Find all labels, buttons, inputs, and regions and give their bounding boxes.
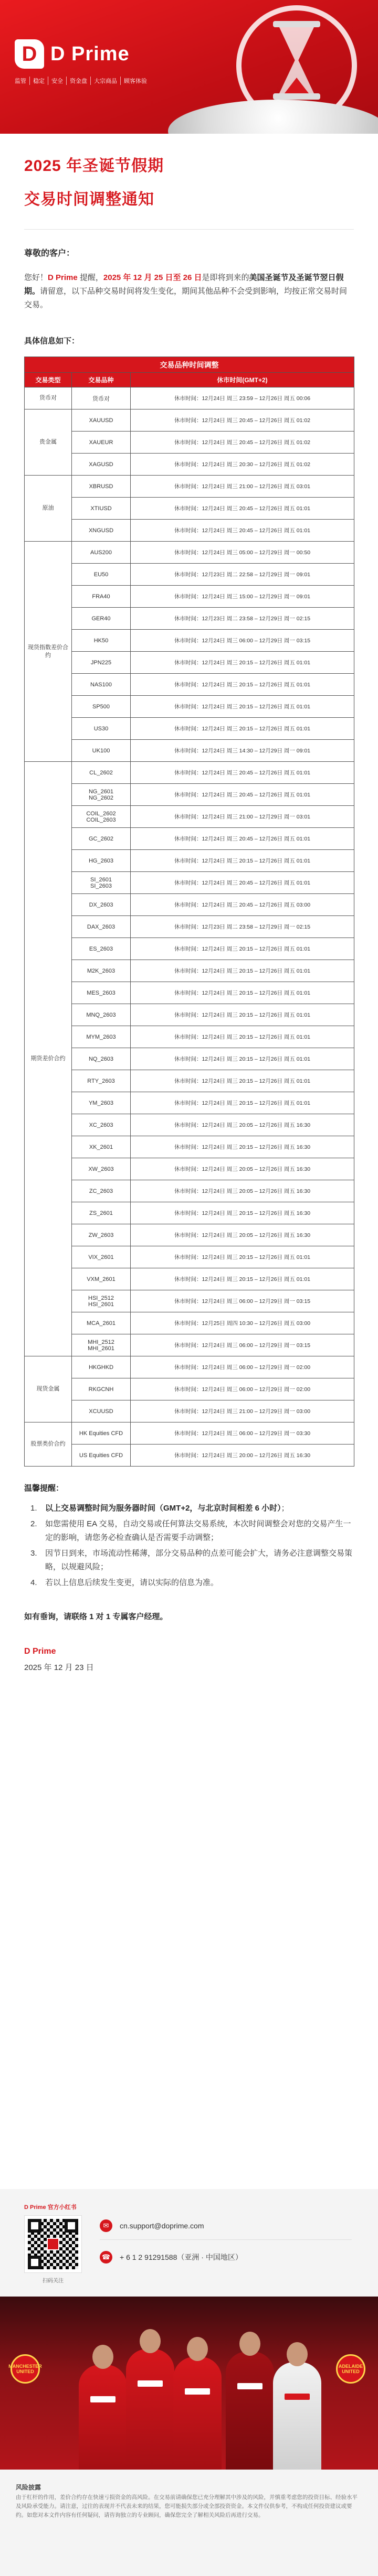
table-row [25, 454, 354, 476]
symbol-cell: HG_2603 [72, 850, 131, 872]
contact-note: 如有垂询，请联络 1 对 1 专属客户经理。 [24, 1612, 168, 1621]
symbol-cell: XTIUSD [72, 498, 131, 520]
hero-tag: 大宗商品 [91, 77, 121, 85]
table-row [25, 498, 354, 520]
table-row [25, 1422, 354, 1445]
note-text: 因节日到来，市场流动性稀薄，部分交易品种的点差可能会扩大，请务必注意调整交易策略，以规避风险； [45, 1549, 353, 1571]
time-cell: 休市时间：12月24日 周三 20:15 – 12月26日 周五 01:01 [131, 696, 354, 718]
time-cell: 休市时间：12月24日 周三 21:00 – 12月29日 周一 03:00 [131, 1400, 354, 1422]
table-row [25, 409, 354, 432]
title-line-1: 2025 年圣诞节假期 [24, 157, 164, 175]
symbol-cell: SI_2601 SI_2603 [72, 872, 131, 894]
time-cell: 休市时间：12月23日 周二 23:58 – 12月29日 周一 02:15 [131, 608, 354, 630]
table-row [25, 784, 354, 806]
symbol-cell: XAUUSD [72, 409, 131, 432]
symbol-cell: M2K_2603 [72, 960, 131, 982]
time-cell: 休市时间：12月24日 周三 06:00 – 12月29日 周一 03:15 [131, 1290, 354, 1312]
symbol-cell: MHI_2512 MHI_2601 [72, 1334, 131, 1356]
col-header-time: 休市时间(GMT+2) [131, 373, 354, 387]
category-cell: 货币对 [25, 387, 72, 409]
symbol-cell: JPN225 [72, 652, 131, 674]
time-cell: 休市时间：12月25日 周四 10:30 – 12月26日 周五 03:00 [131, 1312, 354, 1334]
symbol-cell: NQ_2603 [72, 1048, 131, 1070]
category-cell: 贵金属 [25, 409, 72, 476]
time-cell: 休市时间：12月24日 周三 20:15 – 12月26日 周五 01:01 [131, 652, 354, 674]
symbol-cell: XAGUSD [72, 454, 131, 476]
time-cell: 休市时间：12月24日 周三 20:15 – 12月26日 周五 01:01 [131, 982, 354, 1004]
symbol-cell: ZS_2601 [72, 1202, 131, 1224]
time-cell: 休市时间：12月23日 周二 22:58 – 12月29日 周一 09:01 [131, 564, 354, 586]
symbol-cell: FRA40 [72, 586, 131, 608]
email-row[interactable] [100, 2219, 204, 2232]
email-text[interactable]: cn.support@doprime.com [120, 2222, 204, 2230]
signature-date: 2025 年 12 月 23 日 [24, 1663, 94, 1672]
note-item [24, 1576, 354, 1590]
time-cell: 休市时间：12月24日 周三 20:45 – 12月26日 周五 01:01 [131, 872, 354, 894]
hero-banner [0, 0, 378, 134]
table-row [25, 696, 354, 718]
time-cell: 休市时间：12月24日 周三 20:45 – 12月26日 周五 01:01 [131, 828, 354, 850]
note-item [24, 1517, 354, 1545]
table-row [25, 1290, 354, 1312]
time-cell: 休市时间：12月24日 周三 20:45 – 12月26日 周五 01:01 [131, 498, 354, 520]
table-row [25, 1378, 354, 1400]
category-cell: 期货差价合约 [25, 762, 72, 1356]
time-cell: 休市时间：12月24日 周三 23:59 – 12月26日 周五 00:06 [131, 387, 354, 409]
category-cell: 股票类价合约 [25, 1422, 72, 1467]
symbol-cell: HK50 [72, 630, 131, 652]
table-row [25, 476, 354, 498]
time-cell: 休市时间：12月24日 周三 14:30 – 12月29日 周一 09:01 [131, 740, 354, 762]
time-cell: 休市时间：12月24日 周三 20:15 – 12月26日 周五 01:01 [131, 674, 354, 696]
table-row [25, 894, 354, 916]
logo-mark: D [15, 39, 44, 69]
category-cell: 现货金属 [25, 1356, 72, 1422]
symbol-cell: US Equities CFD [72, 1445, 131, 1467]
time-cell: 休市时间：12月24日 周三 20:30 – 12月26日 周五 01:02 [131, 454, 354, 476]
time-cell: 休市时间：12月24日 周三 06:00 – 12月29日 周一 03:15 [131, 1334, 354, 1356]
table-row [25, 1158, 354, 1180]
table-row [25, 938, 354, 960]
note-text: 若以上信息后续发生变更，请以实际的信息为准。 [45, 1578, 219, 1587]
time-cell: 休市时间：12月24日 周三 20:45 – 12月26日 周五 01:01 [131, 784, 354, 806]
table-header-row [25, 373, 354, 387]
hero-pedestal [168, 100, 378, 134]
symbol-cell: NG_2601 NG_2602 [72, 784, 131, 806]
symbol-cell: XK_2601 [72, 1136, 131, 1158]
col-header-symbol: 交易品种 [72, 373, 131, 387]
table-row [25, 1312, 354, 1334]
player-figure [173, 2357, 222, 2470]
table-row [25, 520, 354, 542]
symbol-cell: XNGUSD [72, 520, 131, 542]
table-row [25, 1400, 354, 1422]
symbol-cell: HKGHKD [72, 1356, 131, 1378]
symbol-cell: COIL_2602 COIL_2603 [72, 806, 131, 828]
symbol-cell: NAS100 [72, 674, 131, 696]
symbol-cell: RKGCNH [72, 1378, 131, 1400]
time-cell: 休市时间：12月24日 周三 20:15 – 12月26日 周五 01:01 [131, 1268, 354, 1290]
time-cell: 休市时间：12月24日 周三 20:15 – 12月26日 周五 01:01 [131, 1246, 354, 1268]
time-cell: 休市时间：12月24日 周三 21:00 – 12月26日 周五 03:01 [131, 476, 354, 498]
table-row [25, 1092, 354, 1114]
table-row [25, 1445, 354, 1467]
time-cell: 休市时间：12月24日 周三 06:00 – 12月29日 周一 03:15 [131, 630, 354, 652]
symbol-cell: UK100 [72, 740, 131, 762]
player-figure [226, 2352, 274, 2470]
notes-heading: 温馨提醒： [24, 1484, 64, 1493]
hero-tag: 顾客体验 [124, 78, 147, 84]
table-row [25, 1202, 354, 1224]
table-row [25, 1356, 354, 1378]
time-cell: 休市时间：12月24日 周三 20:05 – 12月26日 周五 16:30 [131, 1180, 354, 1202]
notice-title [0, 134, 378, 211]
symbol-cell: RTY_2603 [72, 1070, 131, 1092]
symbol-cell: ZW_2603 [72, 1224, 131, 1246]
time-cell: 休市时间：12月24日 周三 20:15 – 12月26日 周五 01:01 [131, 1070, 354, 1092]
note-number: 4. [30, 1578, 37, 1587]
table-row [25, 828, 354, 850]
table-row [25, 432, 354, 454]
qr-label: 扫码关注 [43, 2278, 64, 2284]
symbol-cell: EU50 [72, 564, 131, 586]
symbol-cell: DX_2603 [72, 894, 131, 916]
qr-title: D Prime 官方小红书 [24, 2204, 77, 2211]
time-cell: 休市时间：12月24日 周三 20:45 – 12月26日 周五 01:01 [131, 762, 354, 784]
symbol-cell: DAX_2603 [72, 916, 131, 938]
table-row [25, 1004, 354, 1026]
time-cell: 休市时间：12月24日 周三 06:00 – 12月29日 周一 02:00 [131, 1378, 354, 1400]
qr-code[interactable] [24, 2215, 82, 2273]
col-header-type: 交易类型 [25, 373, 72, 387]
time-cell: 休市时间：12月24日 周三 20:15 – 12月26日 周五 01:01 [131, 1026, 354, 1048]
symbol-cell: XAUEUR [72, 432, 131, 454]
time-cell: 休市时间：12月24日 周三 20:15 – 12月26日 周五 01:01 [131, 1092, 354, 1114]
note-bold-text: 以上交易调整时间为服务器时间（GMT+2，与北京时间相差 6 小时） [45, 1504, 281, 1513]
manchester-united-badge: MANCHESTER UNITED [10, 2354, 40, 2384]
sponsor-banner [0, 2297, 378, 2470]
hero-tag: 稳定 [30, 77, 48, 85]
phone-icon: ☎ [100, 2251, 112, 2264]
table-row [25, 1224, 354, 1246]
details-label: 具体信息如下： [24, 337, 80, 346]
symbol-cell: ZC_2603 [72, 1180, 131, 1202]
symbol-cell: ES_2603 [72, 938, 131, 960]
time-cell: 休市时间：12月24日 周三 05:00 – 12月29日 周一 00:50 [131, 542, 354, 564]
symbol-cell: XCUUSD [72, 1400, 131, 1422]
player-figure [273, 2362, 321, 2470]
time-cell: 休市时间：12月24日 周三 21:00 – 12月29日 周一 03:01 [131, 806, 354, 828]
brand-logo[interactable] [15, 39, 130, 69]
table-row [25, 1048, 354, 1070]
table-row [25, 740, 354, 762]
table-row [25, 960, 354, 982]
table-row [25, 630, 354, 652]
phone-text[interactable]: + 6 1 2 91291588（亚洲 · 中国地区） [120, 2253, 243, 2261]
risk-heading: 风险披露 [16, 2484, 41, 2491]
table-row [25, 674, 354, 696]
symbol-cell: MYM_2603 [72, 1026, 131, 1048]
table-row [25, 1070, 354, 1092]
time-cell: 休市时间：12月24日 周三 20:15 – 12月26日 周五 01:01 [131, 1004, 354, 1026]
time-cell: 休市时间：12月24日 周三 06:00 – 12月29日 周一 02:00 [131, 1356, 354, 1378]
phone-row[interactable] [100, 2251, 243, 2264]
adelaide-united-badge: ADELAIDE UNITED [336, 2354, 365, 2384]
time-cell: 休市时间：12月24日 周三 20:45 – 12月26日 周五 03:00 [131, 894, 354, 916]
symbol-cell: MNQ_2603 [72, 1004, 131, 1026]
symbol-cell: XC_2603 [72, 1114, 131, 1136]
time-cell: 休市时间：12月24日 周三 20:00 – 12月26日 周五 16:30 [131, 1445, 354, 1467]
symbol-cell: US30 [72, 718, 131, 740]
note-text: 如您需使用 EA 交易，自动交易或任何算法交易系统，本次时间调整会对您的交易产生一定的影响，请您务必检查确认是否需要手动调整； [45, 1519, 351, 1542]
title-line-2: 交易时间调整通知 [24, 191, 154, 208]
hourglass-icon [273, 21, 320, 100]
symbol-cell: GER40 [72, 608, 131, 630]
intro-paragraph: 您好！D Prime 提醒，2025 年 12 月 25 日至 26 日是即将到来的美国圣诞节及圣诞节翌日假期。请留意，以下品种交易时间将发生变化，期间其他品种不会受到影响，均按正常交易时间交易。 [24, 273, 348, 309]
contact-divider [100, 2239, 352, 2240]
schedule-table [24, 357, 354, 1467]
table-row [25, 387, 354, 409]
time-cell: 休市时间：12月24日 周三 20:15 – 12月26日 周五 01:01 [131, 850, 354, 872]
time-cell: 休市时间：12月24日 周三 20:15 – 12月26日 周五 01:01 [131, 938, 354, 960]
table-caption: 交易品种时间调整 [25, 357, 354, 373]
symbol-cell: 货币对 [72, 387, 131, 409]
risk-disclosure: 由于杠杆的作用，差价合约存在快速亏损资金的高风险。在交易前请确保您已充分理解其中涉及的风险，并慎重考虑您的投资目标、经验水平及风险承受能力。请注意，过往的表现并不代表未来的结果，您可能损失部分或全部投资资金。本文件仅供参考，不构成任何投资建议或要约。如您对本文件内容有任何疑问，请咨询独立的专业顾问，确保您完全了解相关风险后再进行交易。 [16, 2494, 358, 2518]
table-row [25, 1180, 354, 1202]
table-row [25, 1246, 354, 1268]
symbol-cell: AUS200 [72, 542, 131, 564]
table-row [25, 1334, 354, 1356]
greeting: 尊敬的客户： [24, 249, 75, 258]
hero-tag: 监管 [15, 77, 30, 85]
time-cell: 休市时间：12月24日 周三 20:05 – 12月26日 周五 16:30 [131, 1224, 354, 1246]
symbol-cell: HK Equities CFD [72, 1422, 131, 1445]
time-cell: 休市时间：12月24日 周三 20:05 – 12月26日 周五 16:30 [131, 1158, 354, 1180]
time-cell: 休市时间：12月24日 周三 20:05 – 12月26日 周五 16:30 [131, 1114, 354, 1136]
symbol-cell: CL_2602 [72, 762, 131, 784]
logo-text: D Prime [50, 42, 130, 65]
email-icon: ✉ [100, 2219, 112, 2232]
note-item [24, 1547, 354, 1574]
signature-brand: D Prime [24, 1647, 56, 1656]
table-row [25, 718, 354, 740]
time-cell: 休市时间：12月24日 周三 20:15 – 12月26日 周五 01:01 [131, 960, 354, 982]
table-row [25, 564, 354, 586]
table-row [25, 916, 354, 938]
note-item [24, 1502, 354, 1515]
symbol-cell: SP500 [72, 696, 131, 718]
symbol-cell: VIX_2601 [72, 1246, 131, 1268]
notes-list [24, 1502, 354, 1590]
hero-tag: 资金盘 [67, 77, 91, 85]
table-row [25, 608, 354, 630]
table-row [25, 542, 354, 564]
time-cell: 休市时间：12月24日 周三 06:00 – 12月29日 周一 03:30 [131, 1422, 354, 1445]
table-row [25, 586, 354, 608]
symbol-cell: HSI_2512 HSI_2601 [72, 1290, 131, 1312]
symbol-cell: XBRUSD [72, 476, 131, 498]
symbol-cell: VXM_2601 [72, 1268, 131, 1290]
table-row [25, 762, 354, 784]
time-cell: 休市时间：12月24日 周三 20:45 – 12月26日 周五 01:02 [131, 432, 354, 454]
time-cell: 休市时间：12月24日 周三 20:15 – 12月26日 周五 16:30 [131, 1202, 354, 1224]
table-row [25, 1136, 354, 1158]
table-row [25, 1268, 354, 1290]
player-figure [79, 2365, 127, 2470]
player-figure [126, 2349, 174, 2470]
hero-tag: 安全 [48, 77, 67, 85]
time-cell: 休市时间：12月24日 周三 20:15 – 12月26日 周五 01:01 [131, 1048, 354, 1070]
category-cell: 现货指数差价合约 [25, 542, 72, 762]
time-cell: 休市时间：12月24日 周三 20:45 – 12月26日 周五 01:02 [131, 409, 354, 432]
table-row [25, 982, 354, 1004]
hero-tags [15, 77, 150, 85]
table-row [25, 652, 354, 674]
symbol-cell: GC_2602 [72, 828, 131, 850]
footer [0, 2189, 378, 2576]
table-row [25, 806, 354, 828]
note-number: 2. [30, 1519, 37, 1528]
note-number: 3. [30, 1549, 37, 1558]
divider [24, 229, 354, 230]
symbol-cell: XW_2603 [72, 1158, 131, 1180]
time-cell: 休市时间：12月24日 周三 20:15 – 12月26日 周五 16:30 [131, 1136, 354, 1158]
time-cell: 休市时间：12月24日 周三 20:15 – 12月26日 周五 01:01 [131, 718, 354, 740]
notice-body [0, 246, 378, 1673]
note-text: ； [281, 1504, 289, 1513]
time-cell: 休市时间：12月24日 周三 15:00 – 12月29日 周一 09:01 [131, 586, 354, 608]
symbol-cell: YM_2603 [72, 1092, 131, 1114]
category-cell: 原油 [25, 476, 72, 542]
table-row [25, 850, 354, 872]
symbol-cell: MCA_2601 [72, 1312, 131, 1334]
time-cell: 休市时间：12月24日 周三 20:45 – 12月26日 周五 01:01 [131, 520, 354, 542]
table-row [25, 1114, 354, 1136]
symbol-cell: MES_2603 [72, 982, 131, 1004]
note-number: 1. [30, 1504, 37, 1513]
time-cell: 休市时间：12月23日 周二 23:58 – 12月29日 周一 02:15 [131, 916, 354, 938]
table-row [25, 1026, 354, 1048]
table-row [25, 872, 354, 894]
